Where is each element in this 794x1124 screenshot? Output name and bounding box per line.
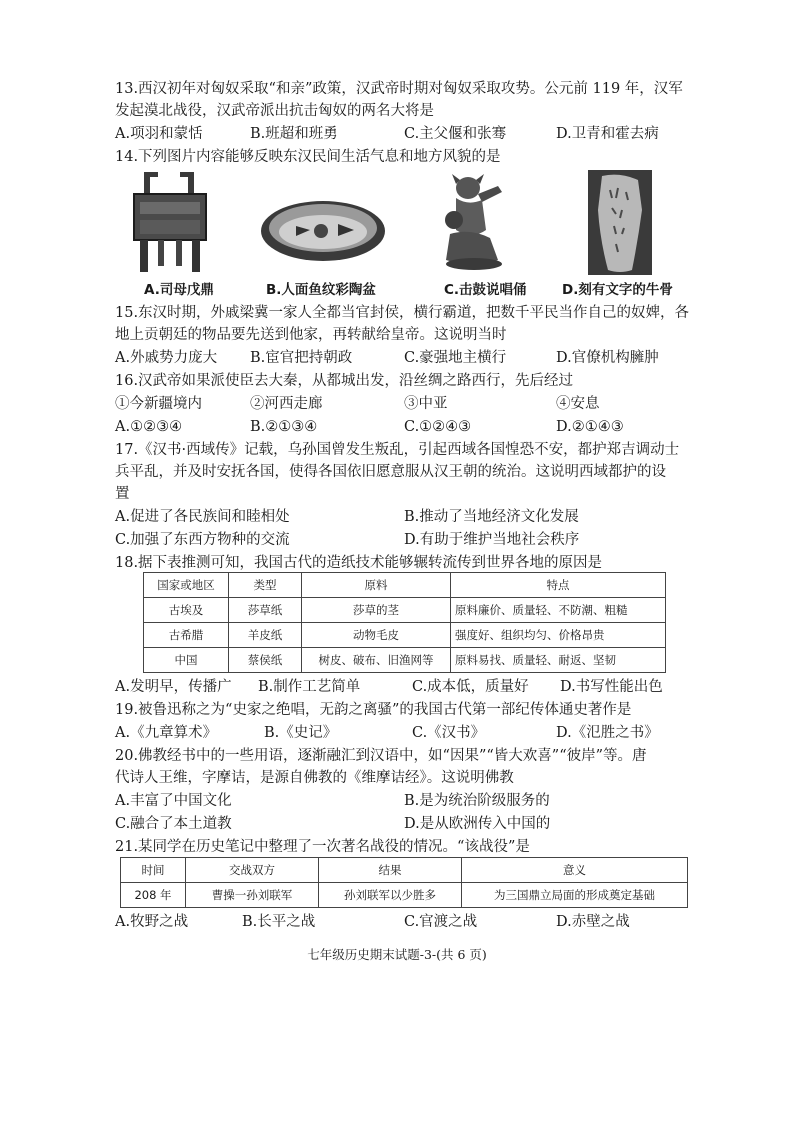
q17-option-d: D.有助于维护当地社会秩序 bbox=[404, 532, 580, 548]
q14-caption-a: A.司母戊鼎 bbox=[144, 282, 214, 298]
q14-stem: 14.下列图片内容能够反映东汉民间生活气息和地方风貌的是 bbox=[115, 149, 501, 165]
q17-option-b: B.推动了当地经济文化发展 bbox=[404, 509, 579, 525]
table-row bbox=[144, 623, 666, 648]
q16-option-c: C.①②④③ bbox=[404, 419, 472, 435]
q17-stem-line3: 置 bbox=[115, 486, 130, 502]
q15-stem-line1: 15.东汉时期，外戚梁冀一家人全都当官封侯，横行霸道，把数千平民当作自己的奴婢，各 bbox=[115, 305, 690, 321]
table-cell: 莎草的茎 bbox=[302, 598, 451, 623]
q21-option-d: D.赤壁之战 bbox=[556, 914, 630, 930]
q18-option-b: B.制作工艺简单 bbox=[258, 679, 361, 695]
table-header-row bbox=[144, 573, 666, 598]
table-row bbox=[144, 648, 666, 673]
q17-stem-line2: 兵平乱，并及时安抚各国，使得各国依旧愿意服从汉王朝的统治。这说明西域都护的设 bbox=[115, 464, 666, 480]
table-cell: 孙刘联军以少胜多 bbox=[319, 883, 462, 908]
ding-vessel-image bbox=[130, 170, 210, 275]
table-cell: 208 年 bbox=[121, 883, 186, 908]
q19-option-b: B.《史记》 bbox=[264, 725, 338, 741]
q17-stem-line1: 17.《汉书·西域传》记载，乌孙国曾发生叛乱，引起西域各国惶恐不安，都护郑吉调动士 bbox=[115, 442, 680, 458]
table-header-cell: 类型 bbox=[229, 573, 302, 598]
q21-stem: 21.某同学在历史笔记中整理了一次著名战役的情况。“该战役”是 bbox=[115, 839, 530, 855]
q16-option-b: B.②①③④ bbox=[250, 419, 318, 435]
table-header-cell: 结果 bbox=[319, 858, 462, 883]
table-header-cell: 国家或地区 bbox=[144, 573, 229, 598]
q19-option-d: D.《氾胜之书》 bbox=[556, 725, 659, 741]
table-cell: 为三国鼎立局面的形成奠定基础 bbox=[462, 883, 688, 908]
q20-stem-line2: 代诗人王维，字摩诘，是源自佛教的《维摩诘经》。这说明佛教 bbox=[115, 770, 514, 786]
q13-option-d: D.卫青和霍去病 bbox=[556, 126, 659, 142]
table-row bbox=[144, 598, 666, 623]
table-row bbox=[121, 883, 688, 908]
q18-option-d: D.书写性能出色 bbox=[560, 679, 663, 695]
q16-item-3: ③中亚 bbox=[404, 396, 448, 412]
table-cell: 原料廉价、质量轻、不防潮、粗糙 bbox=[451, 598, 666, 623]
q16-option-a: A.①②③④ bbox=[115, 419, 183, 435]
q14-caption-c: C.击鼓说唱俑 bbox=[444, 282, 527, 298]
q19-stem: 19.被鲁迅称之为“史家之绝唱，无韵之离骚”的我国古代第一部纪传体通史著作是 bbox=[115, 702, 632, 718]
q21-battle-table bbox=[120, 857, 688, 908]
q14-caption-d: D.刻有文字的牛骨 bbox=[562, 282, 673, 298]
q18-option-a: A.发明早，传播广 bbox=[115, 679, 232, 695]
table-cell: 树皮、破布、旧渔网等 bbox=[302, 648, 451, 673]
q13-stem-line2: 发起漠北战役，汉武帝派出抗击匈奴的两名大将是 bbox=[115, 103, 434, 119]
q13-option-a: A.项羽和蒙恬 bbox=[115, 126, 203, 142]
q13-option-b: B.班超和班勇 bbox=[250, 126, 338, 142]
table-cell: 莎草纸 bbox=[229, 598, 302, 623]
q13-option-c: C.主父偃和张骞 bbox=[404, 126, 507, 142]
drum-storyteller-figurine-image bbox=[440, 172, 510, 272]
table-header-cell: 时间 bbox=[121, 858, 186, 883]
table-cell: 羊皮纸 bbox=[229, 623, 302, 648]
table-header-cell: 特点 bbox=[451, 573, 666, 598]
table-cell: 蔡侯纸 bbox=[229, 648, 302, 673]
q16-stem: 16.汉武帝如果派使臣去大秦，从都城出发，沿丝绸之路西行，先后经过 bbox=[115, 373, 574, 389]
table-cell: 原料易找、质量轻、耐返、坚韧 bbox=[451, 648, 666, 673]
q20-option-c: C.融合了本土道教 bbox=[115, 816, 232, 832]
table-cell: 曹操一孙刘联军 bbox=[186, 883, 319, 908]
page-footer: 七年级历史期末试题-3-(共 6 页) bbox=[307, 947, 487, 962]
q20-option-d: D.是从欧洲传入中国的 bbox=[404, 816, 551, 832]
q20-option-b: B.是为统治阶级服务的 bbox=[404, 793, 550, 809]
q17-option-a: A.促进了各民族间和睦相处 bbox=[115, 509, 290, 525]
q16-item-1: ①今新疆境内 bbox=[115, 396, 202, 412]
q13-stem-line1: 13.西汉初年对匈奴采取“和亲”政策，汉武帝时期对匈奴采取攻势。公元前 119 年，汉军 bbox=[115, 81, 683, 97]
table-header-row bbox=[121, 858, 688, 883]
q18-paper-table bbox=[143, 572, 666, 673]
table-cell: 中国 bbox=[144, 648, 229, 673]
q15-option-c: C.豪强地主横行 bbox=[404, 350, 507, 366]
q20-stem-line1: 20.佛教经书中的一些用语，逐渐融汇到汉语中，如“因果”“皆大欢喜”“彼岸”等。唐 bbox=[115, 748, 647, 764]
q15-option-a: A.外戚势力庞大 bbox=[115, 350, 218, 366]
q15-option-d: D.官僚机构臃肿 bbox=[556, 350, 659, 366]
q15-stem-line2: 地上贡朝廷的物品要先送到他家，再转献给皇帝。这说明当时 bbox=[115, 327, 507, 343]
q16-option-d: D.②①④③ bbox=[556, 419, 624, 435]
q19-option-c: C.《汉书》 bbox=[412, 725, 486, 741]
q16-item-2: ②河西走廊 bbox=[250, 396, 323, 412]
table-cell: 古希腊 bbox=[144, 623, 229, 648]
q21-option-a: A.牧野之战 bbox=[115, 914, 189, 930]
q14-caption-b: B.人面鱼纹彩陶盆 bbox=[266, 282, 376, 298]
q19-option-a: A.《九章算术》 bbox=[115, 725, 218, 741]
table-header-cell: 原料 bbox=[302, 573, 451, 598]
fish-pattern-basin-image bbox=[258, 196, 388, 266]
table-cell: 强度好、组织均匀、价格昂贵 bbox=[451, 623, 666, 648]
q18-stem: 18.据下表推测可知，我国古代的造纸技术能够辗转流传到世界各地的原因是 bbox=[115, 555, 603, 571]
table-header-cell: 交战双方 bbox=[186, 858, 319, 883]
q20-option-a: A.丰富了中国文化 bbox=[115, 793, 232, 809]
q16-item-4: ④安息 bbox=[556, 396, 600, 412]
table-cell: 古埃及 bbox=[144, 598, 229, 623]
q21-option-c: C.官渡之战 bbox=[404, 914, 478, 930]
q17-option-c: C.加强了东西方物种的交流 bbox=[115, 532, 290, 548]
inscribed-ox-bone-image bbox=[588, 170, 652, 275]
table-cell: 动物毛皮 bbox=[302, 623, 451, 648]
q18-option-c: C.成本低，质量好 bbox=[412, 679, 529, 695]
q15-option-b: B.宦官把持朝政 bbox=[250, 350, 353, 366]
table-header-cell: 意义 bbox=[462, 858, 688, 883]
q21-option-b: B.长平之战 bbox=[242, 914, 316, 930]
